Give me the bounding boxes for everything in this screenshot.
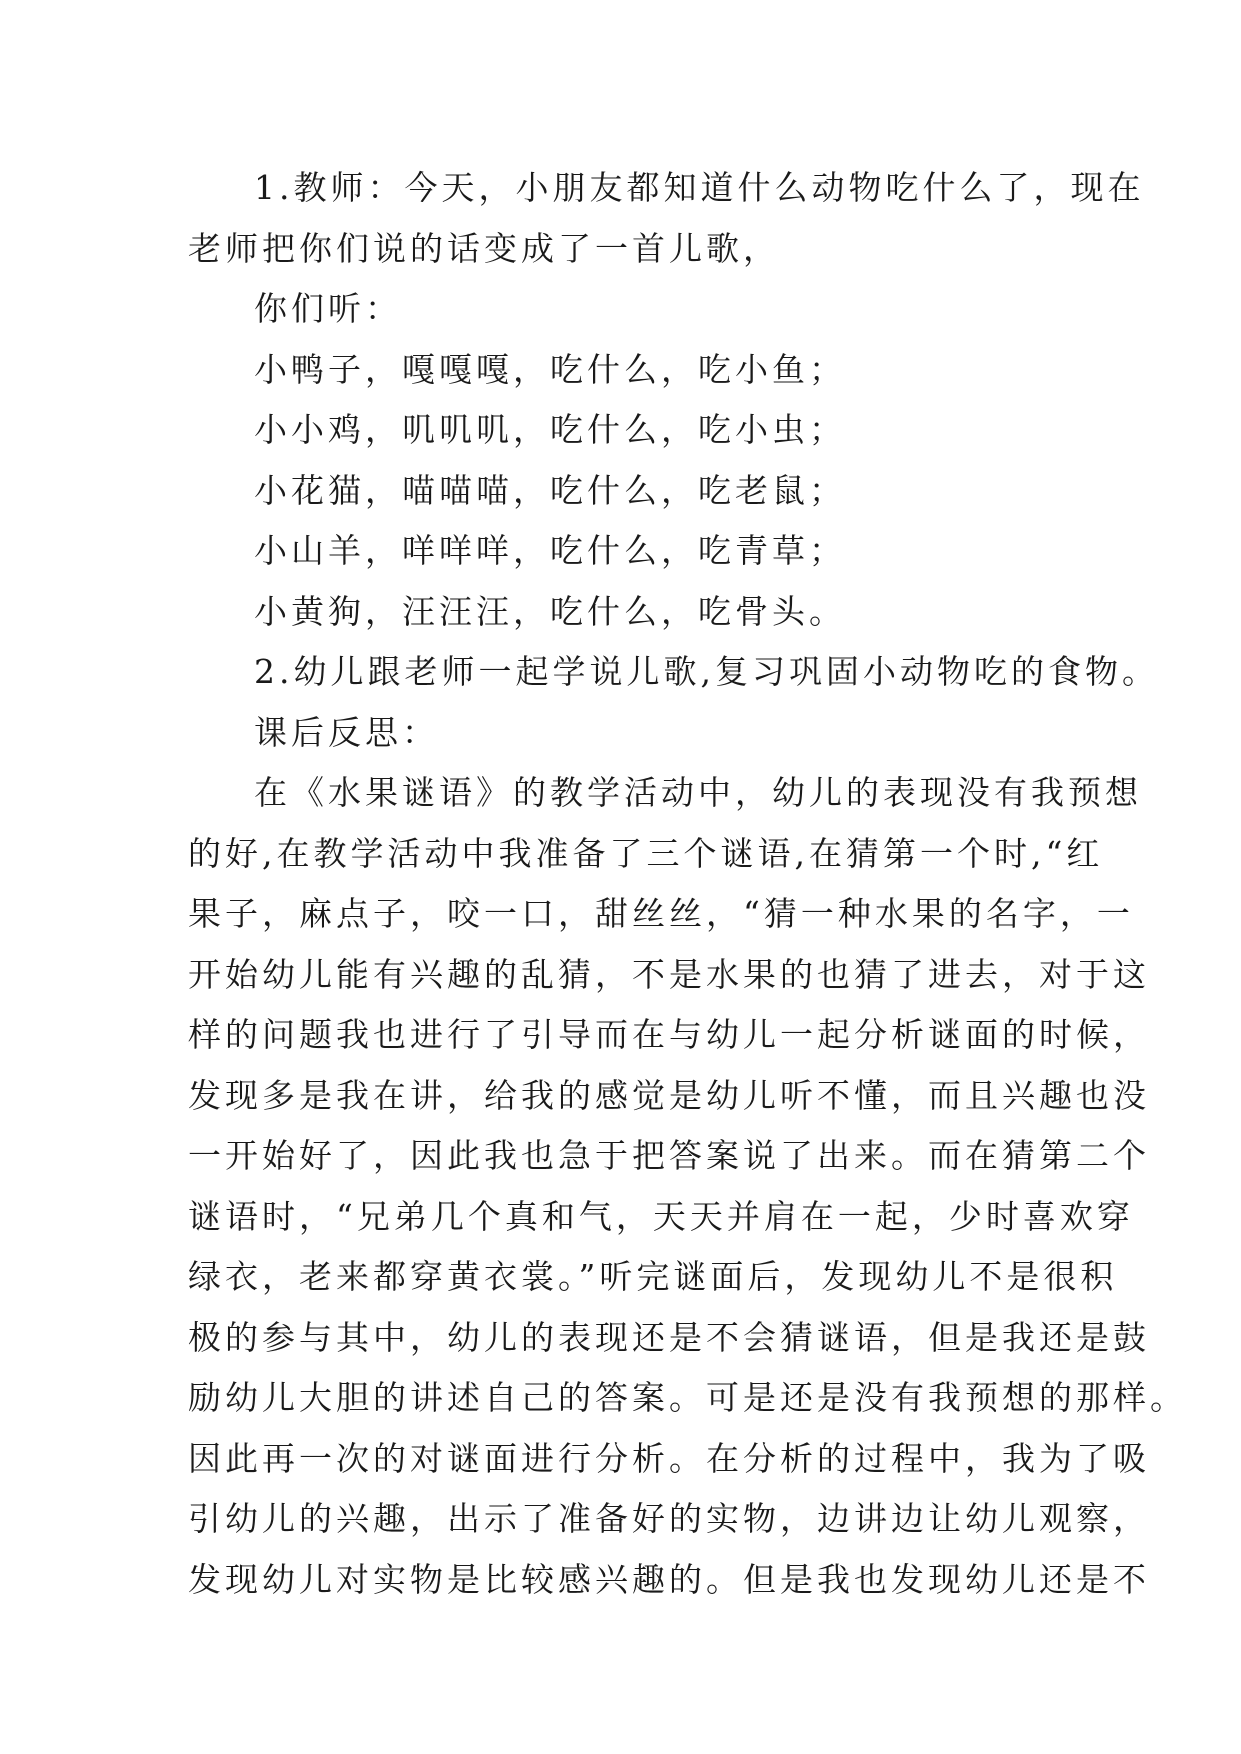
paragraph-line: 谜语时，“兄弟几个真和气，天天并肩在一起，少时喜欢穿 bbox=[188, 1196, 1134, 1236]
paragraph-line: 因此再一次的对谜面进行分析。在分析的过程中，我为了吸 bbox=[188, 1438, 1150, 1478]
paragraph-line: 极的参与其中，幼儿的表现还是不会猜谜语，但是我还是鼓 bbox=[188, 1317, 1150, 1357]
paragraph-line: 老师把你们说的话变成了一首儿歌， bbox=[188, 228, 780, 268]
song-line: 小小鸡，叽叽叽，吃什么，吃小虫； bbox=[254, 410, 846, 449]
paragraph-line: 2.幼儿跟老师一起学说儿歌,复习巩固小动物吃的食物。 bbox=[254, 652, 1159, 691]
paragraph-line: 绿衣，老来都穿黄衣裳。”听完谜面后，发现幼儿不是很积 bbox=[188, 1257, 1118, 1296]
paragraph-line: 引幼儿的兴趣，出示了准备好的实物，边讲边让幼儿观察， bbox=[188, 1499, 1150, 1538]
paragraph-line: 1.教师：今天，小朋友都知道什么动物吃什么了，现在 bbox=[254, 168, 1145, 207]
song-line: 小花猫，喵喵喵，吃什么，吃老鼠； bbox=[254, 470, 846, 510]
song-line: 小山羊，咩咩咩，吃什么，吃青草； bbox=[254, 531, 846, 570]
paragraph-line: 发现多是我在讲，给我的感觉是幼儿听不懂，而且兴趣也没 bbox=[188, 1075, 1150, 1115]
paragraph-line: 一开始好了，因此我也急于把答案说了出来。而在猜第二个 bbox=[188, 1136, 1150, 1175]
song-line: 小鸭子，嘎嘎嘎，吃什么，吃小鱼； bbox=[254, 349, 846, 389]
paragraph-line: 励幼儿大胆的讲述自己的答案。可是还是没有我预想的那样。 bbox=[188, 1378, 1187, 1417]
song-line: 小黄狗，汪汪汪，吃什么，吃骨头。 bbox=[254, 591, 846, 631]
paragraph-line: 在《水果谜语》的教学活动中，幼儿的表现没有我预想 bbox=[254, 773, 1142, 812]
paragraph-line: 果子，麻点子，咬一口，甜丝丝，“猜一种水果的名字，一 bbox=[188, 894, 1134, 933]
paragraph-line: 发现幼儿对实物是比较感兴趣的。但是我也发现幼儿还是不 bbox=[188, 1559, 1150, 1599]
paragraph-line: 开始幼儿能有兴趣的乱猜，不是水果的也猜了进去，对于这 bbox=[188, 954, 1150, 994]
paragraph-line: 的好,在教学活动中我准备了三个谜语,在猜第一个时,“红 bbox=[188, 833, 1104, 873]
document-body bbox=[188, 158, 1187, 1610]
paragraph-line: 样的问题我也进行了引导而在与幼儿一起分析谜面的时候， bbox=[188, 1015, 1150, 1054]
section-heading: 课后反思： bbox=[254, 712, 439, 752]
paragraph-line: 你们听： bbox=[254, 289, 402, 328]
